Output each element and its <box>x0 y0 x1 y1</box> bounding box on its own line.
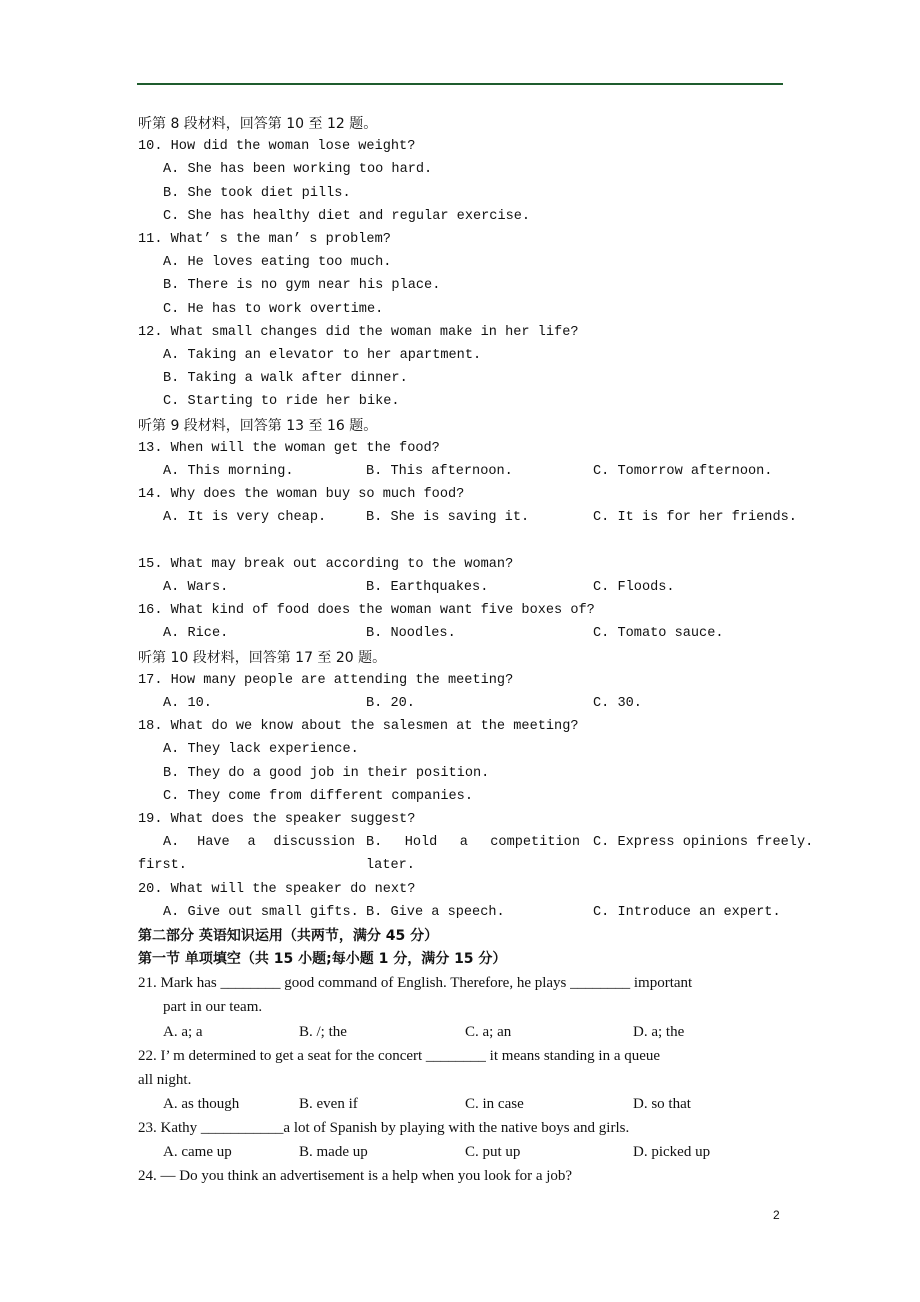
answer-option: A. came up <box>163 1144 232 1160</box>
answer-option: C. Express opinions freely. <box>593 835 814 851</box>
answer-options <box>138 1093 808 1115</box>
answer-option: B. Give a speech. <box>366 904 505 920</box>
answer-option: C. Floods. <box>593 580 675 595</box>
question: 13. When will the woman get the food? <box>138 440 440 456</box>
answer-options <box>138 507 808 529</box>
question: 18. What do we know about the salesmen at the meeting? <box>138 719 579 735</box>
answer-option: A. Taking an elevator to her apartment. <box>163 348 482 363</box>
answer-options <box>138 1141 808 1163</box>
header-rule <box>137 83 783 85</box>
question: all night. <box>138 1071 192 1088</box>
answer-option: A. 10. <box>163 696 212 711</box>
option-wrap-line <box>138 855 808 877</box>
question: 10. How did the woman lose weight? <box>138 139 416 155</box>
answer-option: later. <box>366 858 415 874</box>
question: 24. — Do you think an advertisement is a help when you look for a job? <box>138 1168 573 1185</box>
answer-option: C. 30. <box>593 696 642 711</box>
answer-option: B. Noodles. <box>366 626 456 642</box>
answer-option: D. a; the <box>633 1023 685 1040</box>
answer-option: C. Introduce an expert. <box>593 904 781 920</box>
answer-option: A. He loves eating too much. <box>163 255 392 271</box>
answer-option: C. Tomato sauce. <box>593 626 724 642</box>
answer-option: C. Starting to ride her bike. <box>163 394 400 410</box>
answer-options <box>138 1021 808 1043</box>
answer-option: B. Taking a walk after dinner. <box>163 371 408 387</box>
answer-option: B. made up <box>299 1144 368 1160</box>
answer-option: first. <box>138 858 187 874</box>
answer-option: A. Have a discussion <box>163 835 355 851</box>
answer-option: C. put up <box>465 1144 521 1160</box>
answer-options <box>138 577 808 599</box>
blank-line <box>138 531 808 553</box>
answer-option: D. so that <box>633 1095 691 1112</box>
answer-option: B. 20. <box>366 696 415 711</box>
question: 22. I’ m determined to get a seat for the concert ________ it means standing in a queue <box>138 1047 661 1064</box>
section-instruction: 听第 10 段材料，回答第 17 至 20 题。 <box>138 649 387 666</box>
answer-options <box>138 902 808 924</box>
answer-option: A. They lack experience. <box>163 742 359 758</box>
answer-option: C. He has to work overtime. <box>163 301 384 317</box>
answer-option: B. /; the <box>299 1023 347 1040</box>
answer-option: A. She has been working too hard. <box>163 162 433 178</box>
answer-option: B. This afternoon. <box>366 464 513 479</box>
question: 21. Mark has ________ good command of English. Therefore, he plays ________ important <box>138 975 693 992</box>
section-instruction: 听第 9 段材料，回答第 13 至 16 题。 <box>138 417 378 434</box>
answer-option: D. picked up <box>633 1144 711 1160</box>
section-heading: 第二部分 英语知识运用（共两节，满分 45 分） <box>138 928 439 944</box>
question: 16. What kind of food does the woman want five boxes of? <box>138 603 595 619</box>
answer-option: B. She took diet pills. <box>163 185 351 201</box>
answer-option: B. There is no gym near his place. <box>163 278 441 294</box>
answer-option: B. They do a good job in their position. <box>163 765 490 781</box>
question: 23. Kathy ___________a lot of Spanish by playing with the native boys and girls. <box>138 1119 630 1136</box>
question: 15. What may break out according to the woman? <box>138 556 514 572</box>
answer-option: B. even if <box>299 1095 358 1112</box>
question: 20. What will the speaker do next? <box>138 881 416 897</box>
question: 12. What small changes did the woman make in her life? <box>138 324 579 340</box>
answer-option: A. as though <box>163 1095 240 1112</box>
answer-option: C. She has healthy diet and regular exercise. <box>163 208 531 224</box>
section-instruction: 听第 8 段材料，回答第 10 至 12 题。 <box>138 116 378 132</box>
answer-option: A. Wars. <box>163 580 229 595</box>
answer-option: A. a; a <box>163 1023 203 1040</box>
page-number: 2 <box>773 1208 780 1222</box>
answer-option: C. They come from different companies. <box>163 788 473 804</box>
answer-option: C. a; an <box>465 1023 512 1040</box>
answer-option: A. It is very cheap. <box>163 510 327 526</box>
question: 19. What does the speaker suggest? <box>138 812 416 827</box>
answer-options <box>138 832 814 854</box>
answer-option: A. Give out small gifts. <box>163 904 359 920</box>
answer-option: A. This morning. <box>163 464 294 479</box>
question: 14. Why does the woman buy so much food? <box>138 487 465 503</box>
answer-option: C. Tomorrow afternoon. <box>593 464 773 479</box>
question: 11. What’ s the man’ s problem? <box>138 232 391 247</box>
answer-option: B. Hold a competition <box>366 835 580 851</box>
answer-options <box>138 623 808 645</box>
section-heading: 第一节 单项填空（共 15 小题;每小题 1 分，满分 15 分） <box>138 951 507 968</box>
answer-option: C. in case <box>465 1095 524 1112</box>
question: 17. How many people are attending the meeting? <box>138 672 514 688</box>
question-continuation: part in our team. <box>163 999 263 1016</box>
answer-options <box>138 693 808 715</box>
answer-option: B. She is saving it. <box>366 510 530 526</box>
answer-option: A. Rice. <box>163 626 229 642</box>
answer-option: C. It is for her friends. <box>593 510 797 526</box>
answer-options <box>138 461 808 483</box>
answer-option: B. Earthquakes. <box>366 580 489 595</box>
